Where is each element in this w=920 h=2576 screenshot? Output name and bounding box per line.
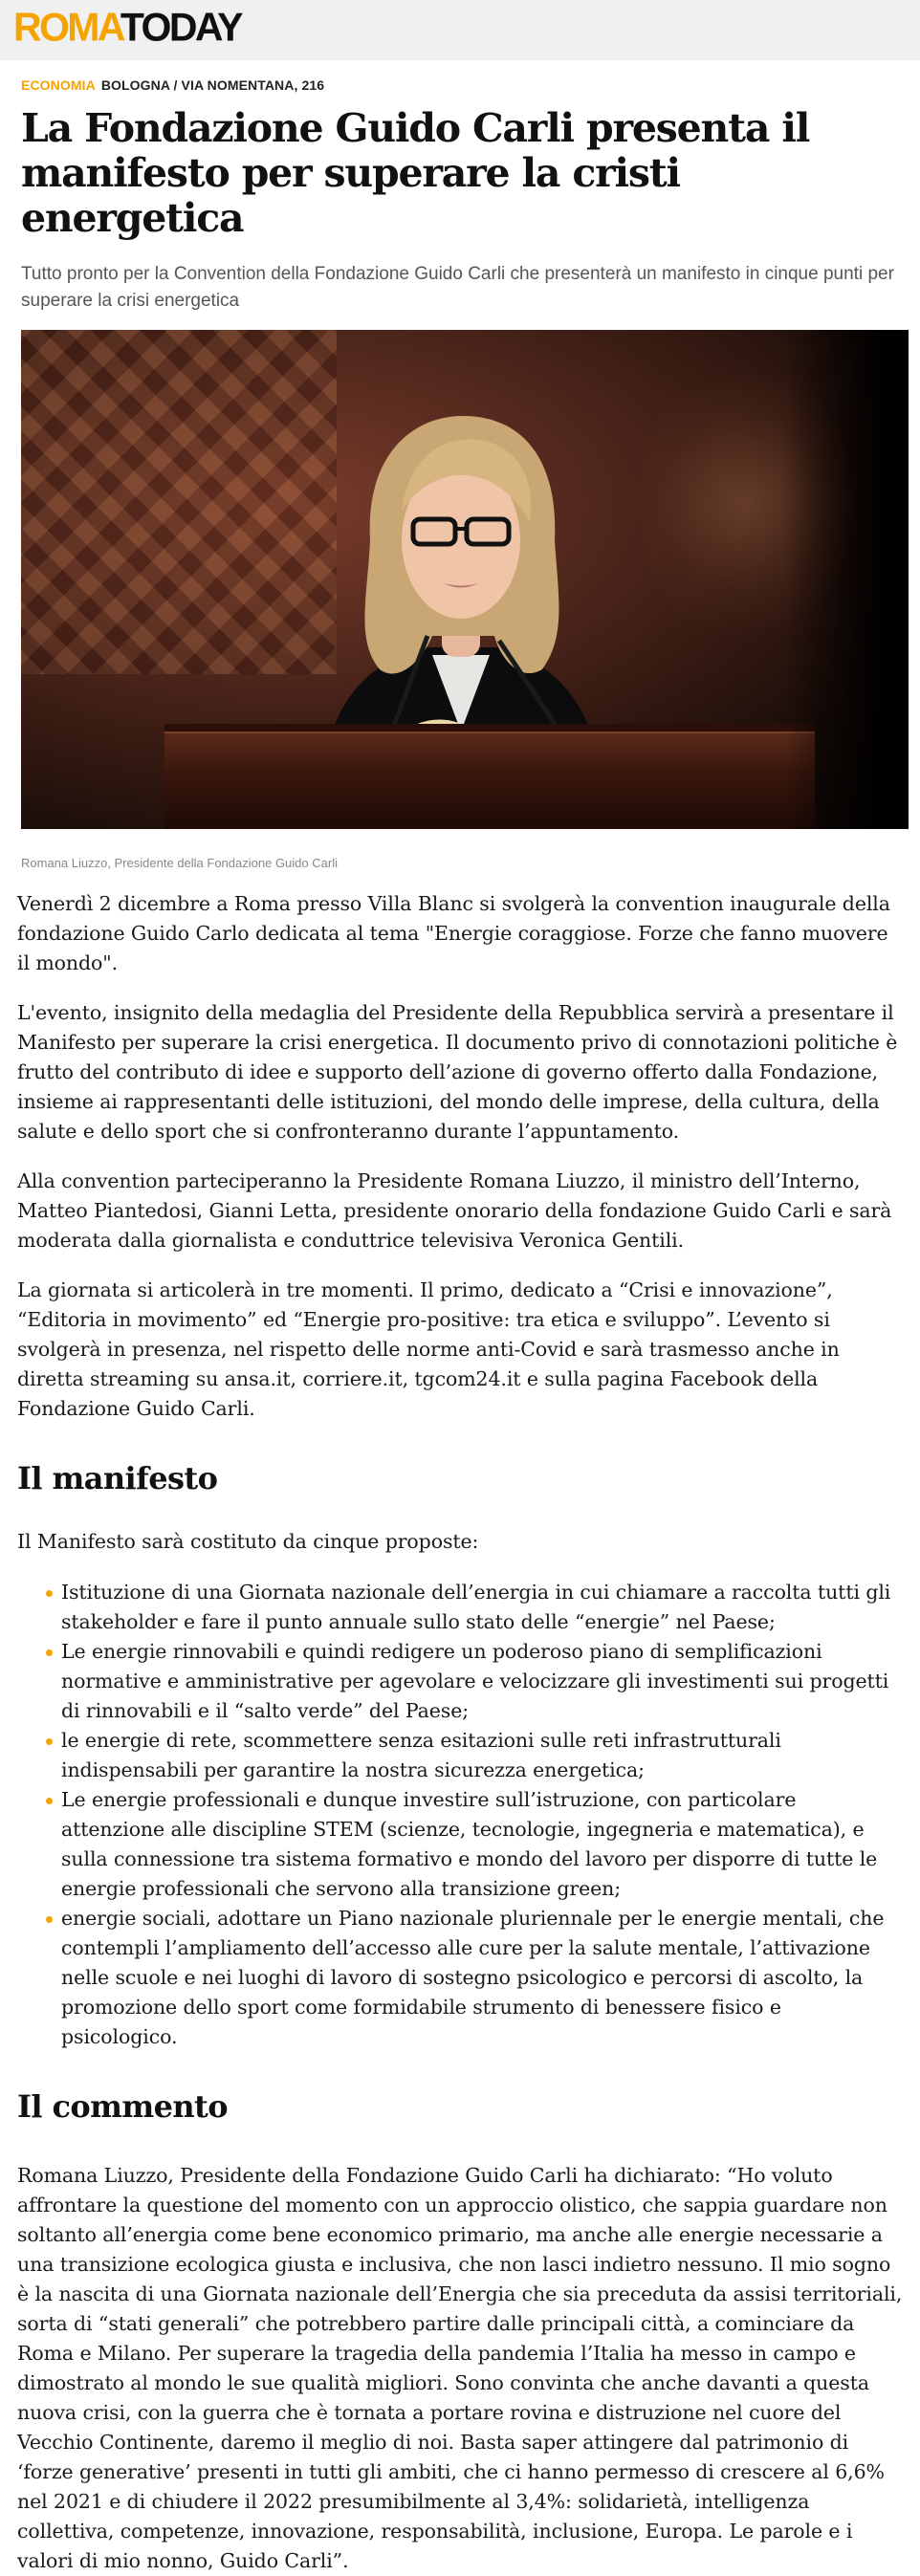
logo-today: TODAY [120, 4, 241, 50]
article-hero-image [21, 330, 909, 829]
article-title: La Fondazione Guido Carli presenta il manifesto per superare la cristi energetica [21, 105, 810, 241]
article-paragraph: Venerdì 2 dicembre a Roma presso Villa Blanc si svolgerà la convention inaugurale della fondazione Guido Carlo dedicata al tema "Energie coraggiose. Forze che fanno muovere il mondo". [17, 892, 890, 974]
site-header [0, 0, 920, 60]
section-heading-manifesto: Il manifesto [17, 1460, 218, 1496]
article-body [0, 889, 920, 2576]
list-item: Le energie professionali e dunque investire sull’istruzione, con particolare attenzione alle discipline STEM (scienze, tecnologie, ingegneria e matematica), e sulla connessione tra sistema formativo e mondo del lavoro per disporre di tutte le energie professionali che servono alla transizione green; [17, 1785, 903, 1904]
article-paragraph: L'evento, insignito della medaglia del Presidente della Repubblica servirà a presentare il Manifesto per superare la crisi energetica. Il documento privo di connotazioni politiche è frutto del contributo di idee e supporto dell’azione di governo offerto dalla Fondazione, insieme ai rappresentanti delle istituzioni, del mondo delle imprese, della cultura, della salute e dello sport che si confronteranno durante l’appuntamento. [17, 1001, 898, 1143]
article-paragraph: La giornata si articolerà in tre momenti. Il primo, dedicato a “Crisi e innovazione”, “Editoria in movimento” ed “Energie pro-positive: tra etica e sviluppo”. L’evento si svolgerà in presenza, nel rispetto delle norme anti-Covid e sarà trasmesso anche in diretta streaming su ansa.it, corriere.it, tgcom24.it e sulla pagina Facebook della Fondazione Guido Carli. [17, 1278, 840, 1420]
site-logo[interactable] [13, 4, 241, 50]
podium [164, 731, 815, 829]
list-item: energie sociali, adottare un Piano nazionale pluriennale per le energie mentali, che contempli l’ampliamento dell’accesso alle cure per la salute mentale, l’attivazione nelle scuole e nei luoghi di lavoro di sostegno psicologico e percorsi di ascolto, la promozione dello sport come formidabile strumento di benessere fisico e psicologico. [17, 1904, 903, 2052]
section-heading-commento: Il commento [17, 2088, 228, 2125]
list-item: Istituzione di una Giornata nazionale dell’energia in cui chiamare a raccolta tutti gli stakeholder e fare il punto annuale sullo stato delle “energie” nel Paese; [17, 1578, 903, 1637]
list-item: le energie di rete, scommettere senza esitazioni sulle reti infrastrutturali indispensabili per garantire la nostra sicurezza energetica; [17, 1726, 903, 1785]
category-link[interactable]: ECONOMIA [21, 77, 96, 93]
image-shadow [784, 330, 909, 829]
article-location: BOLOGNA / VIA NOMENTANA, 216 [100, 77, 325, 93]
article-kicker [21, 77, 920, 93]
image-caption: Romana Liuzzo, Presidente della Fondazione Guido Carli [21, 856, 338, 870]
article-paragraph: Alla convention parteciperanno la Presidente Romana Liuzzo, il ministro dell’Interno, Matteo Piantedosi, Gianni Letta, presidente onorario della fondazione Guido Carli e sarà moderata dalla giornalista e conduttrice televisiva Veronica Gentili. [17, 1169, 892, 1252]
manifesto-intro: Il Manifesto sarà costituto da cinque proposte: [17, 1530, 479, 1553]
article-subtitle: Tutto pronto per la Convention della Fondazione Guido Carli che presenterà un manifesto in cinque punti per superare la crisi energetica [21, 264, 894, 311]
logo-roma: ROMA [13, 4, 120, 50]
commento-paragraph: Romana Liuzzo, Presidente della Fondazione Guido Carli ha dichiarato: “Ho voluto affrontare la questione del momento con un approccio olistico, che sappia guardare non soltanto all’energia come bene economico primario, ma anche alle energie necessarie a una transizione ecologica giusta e inclusiva, che non lasci indietro nessuno. Il mio sogno è la nascita di una Giornata nazionale dell’Energia che sia preceduta da assisi territoriali, sorta di “stati generali” che potrebbero partire dalle principali città, a cominciare da Roma e Milano. Per superare la tragedia della pandemia l’Italia ha messo in campo e dimostrato al mondo le sue qualità migliori. Sono convinta che anche davanti a questa nuova crisi, con la guerra che è tornata a portare rovina e distruzione nel cuore del Vecchio Continente, daremo il meglio di noi. Basta saper attingere dal patrimonio di ‘forze generative’ presenti in tutti gli ambiti, che ci hanno permesso di crescere al 6,6% nel 2021 e di chiudere il 2022 presumibilmente al 3,4%: solidarietà, intelligenza collettiva, competenze, innovazione, responsabilità, inclusione, Europa. Le parole e i valori di mio nonno, Guido Carli”. [17, 2164, 903, 2572]
manifesto-list [17, 1578, 903, 2052]
list-item: Le energie rinnovabili e quindi redigere un poderoso piano di semplificazioni normative e amministrative per agevolare e velocizzare gli investimenti sui progetti di rinnovabili e il “salto verde” del Paese; [17, 1637, 903, 1726]
